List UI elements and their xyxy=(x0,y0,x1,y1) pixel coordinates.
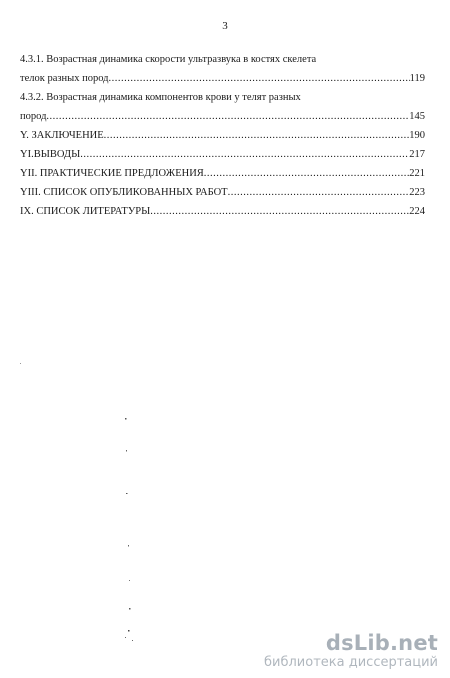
toc-page-ref: 224 xyxy=(409,206,425,217)
toc-entry-title: 4.3.1. Возрастная динамика скорости ультразвука в костях скелета xyxy=(20,54,317,65)
watermark-tagline: библиотека диссертаций xyxy=(264,655,438,670)
toc-page-ref: 119 xyxy=(409,73,425,84)
toc-page-ref: 221 xyxy=(409,168,425,179)
toc-page-ref: 217 xyxy=(409,149,425,160)
toc-page-ref: 190 xyxy=(409,130,425,141)
page-number: 3 xyxy=(222,20,228,32)
scan-speck xyxy=(129,608,131,610)
toc-entry-title: YII. ПРАКТИЧЕСКИЕ ПРЕДЛОЖЕНИЯ xyxy=(20,168,204,179)
scan-speck xyxy=(129,580,130,581)
scan-speck xyxy=(125,637,126,638)
scan-speck xyxy=(20,363,21,364)
watermark-logo: dsLib.net xyxy=(325,631,438,655)
scan-speck xyxy=(128,545,129,547)
toc-entry-title: YIII. СПИСОК ОПУБЛИКОВАННЫХ РАБОТ xyxy=(20,187,228,198)
scan-speck xyxy=(125,418,127,420)
toc-entry-title: IX. СПИСОК ЛИТЕРАТУРЫ xyxy=(20,206,151,217)
dslib-watermark xyxy=(264,631,438,670)
toc-page-ref: 223 xyxy=(409,187,425,198)
scan-speck xyxy=(126,493,128,494)
toc-page-ref: 145 xyxy=(409,111,425,122)
scan-speck xyxy=(128,630,130,632)
toc-entry-title: YI.ВЫВОДЫ xyxy=(20,149,81,160)
toc-entry-title: 4.3.2. Возрастная динамика компонентов крови у телят разных xyxy=(20,92,301,103)
toc-entry-title-end: пород xyxy=(20,111,47,122)
scan-speck xyxy=(132,640,133,641)
toc-entry-title-end: телок разных пород xyxy=(20,73,109,84)
toc-entry-title: Y. ЗАКЛЮЧЕНИЕ xyxy=(20,130,104,141)
scan-speck xyxy=(126,450,127,452)
